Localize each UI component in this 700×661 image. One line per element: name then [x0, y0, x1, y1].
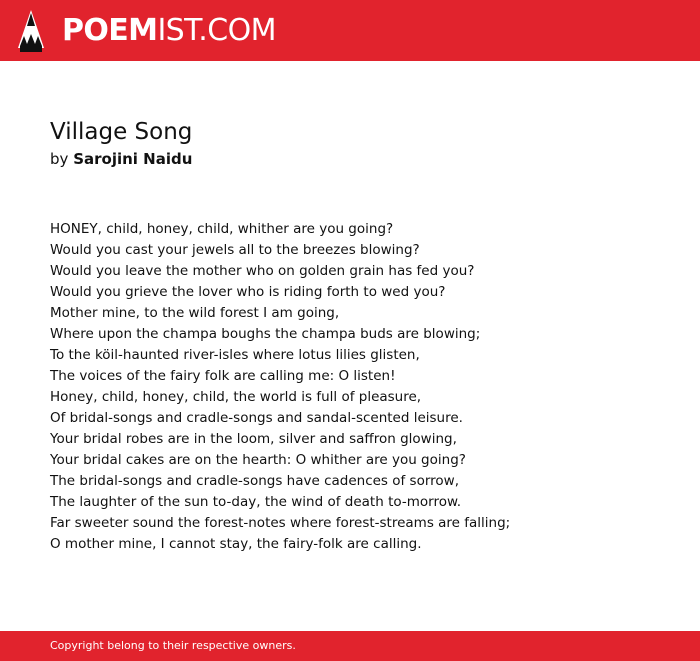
site-footer	[0, 631, 700, 661]
poem-line: Of bridal-songs and cradle-songs and sandal-scented leisure.	[50, 410, 463, 426]
poem-line: The bridal-songs and cradle-songs have cadences of sorrow,	[50, 473, 460, 489]
poem-line: The laughter of the sun to-day, the wind of death to-morrow.	[50, 494, 462, 510]
brand-bold-text: POEM	[62, 13, 158, 48]
poem-line: Would you cast your jewels all to the breezes blowing?	[50, 242, 420, 258]
poem-line: Would you grieve the lover who is riding forth to wed you?	[50, 284, 446, 300]
poem-line: Far sweeter sound the forest-notes where forest-streams are falling;	[50, 515, 511, 531]
site-logo[interactable]	[62, 13, 276, 49]
poem-line: Your bridal robes are in the loom, silver and saffron glowing,	[50, 431, 457, 447]
poem-line: Your bridal cakes are on the hearth: O whither are you going?	[50, 452, 466, 468]
poem-line: The voices of the fairy folk are calling me: O listen!	[50, 368, 396, 384]
copyright-text: Copyright belong to their respective owners.	[50, 639, 296, 652]
author-name: Sarojini Naidu	[73, 150, 193, 168]
poem-line: Where upon the champa boughs the champa buds are blowing;	[50, 326, 481, 342]
site-header	[0, 0, 700, 61]
poem-line: Honey, child, honey, child, the world is full of pleasure,	[50, 389, 422, 405]
pencil-tip-icon[interactable]	[18, 10, 44, 52]
brand-light-text: IST.COM	[157, 13, 276, 48]
poem-title: Village Song	[50, 119, 193, 145]
byline-prefix: by	[50, 150, 69, 168]
poem-line: To the köil-haunted river-isles where lotus lilies glisten,	[50, 347, 420, 363]
byline	[50, 149, 192, 169]
poem-line: Mother mine, to the wild forest I am going,	[50, 305, 340, 321]
poem-line: Would you leave the mother who on golden grain has fed you?	[50, 263, 475, 279]
poem-body	[50, 219, 510, 555]
poem-line: HONEY, child, honey, child, whither are you going?	[50, 221, 394, 237]
poem-line: O mother mine, I cannot stay, the fairy-folk are calling.	[50, 536, 422, 552]
